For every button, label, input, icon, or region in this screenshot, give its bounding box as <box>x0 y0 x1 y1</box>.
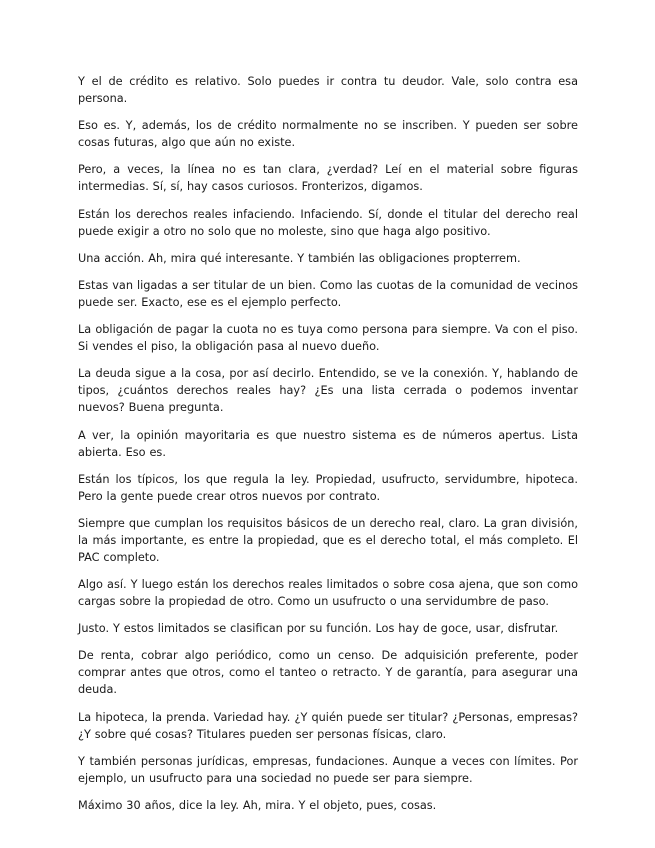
paragraph: Algo así. Y luego están los derechos reales limitados o sobre cosa ajena, que son como cargas sobre la propiedad de otro. Como un usufructo o una servidumbre de paso. <box>78 578 578 609</box>
paragraph: Siempre que cumplan los requisitos básicos de un derecho real, claro. La gran división, la más importante, es entre la propiedad, que es el derecho total, el más completo. El PAC completo. <box>78 516 578 564</box>
paragraph: Y el de crédito es relativo. Solo puedes ir contra tu deudor. Vale, solo contra esa persona. <box>78 75 578 105</box>
paragraph: Justo. Y estos limitados se clasifican por su función. Los hay de goce, usar, disfrutar. <box>78 622 559 636</box>
document-page <box>78 73 578 824</box>
paragraph: Y también personas jurídicas, empresas, fundaciones. Aunque a veces con límites. Por ejemplo, un usufructo para una sociedad no puede ser para siempre. <box>78 754 578 785</box>
paragraph: De renta, cobrar algo periódico, como un censo. De adquisición preferente, poder comprar antes que otros, como el tanteo o retracto. Y de garantía, para asegurar una deuda. <box>78 649 578 697</box>
paragraph: La deuda sigue a la cosa, por así decirlo. Entendido, se ve la conexión. Y, hablando de tipos, ¿cuántos derechos reales hay? ¿Es una lista cerrada o podemos inventar nuevos? Buena pregunta. <box>78 367 578 415</box>
paragraph: La obligación de pagar la cuota no es tuya como persona para siempre. Va con el piso. Si vendes el piso, la obligación pasa al nuevo dueño. <box>78 323 578 354</box>
paragraph: Están los derechos reales infaciendo. Infaciendo. Sí, donde el titular del derecho real puede exigir a otro no solo que no moleste, sino que haga algo positivo. <box>78 207 578 238</box>
paragraph: Pero, a veces, la línea no es tan clara, ¿verdad? Leí en el material sobre figuras intermedias. Sí, sí, hay casos curiosos. Fronterizos, digamos. <box>78 163 578 194</box>
paragraph: Máximo 30 años, dice la ley. Ah, mira. Y el objeto, pues, cosas. <box>78 799 437 812</box>
paragraph: Una acción. Ah, mira qué interesante. Y también las obligaciones propterrem. <box>78 251 521 265</box>
paragraph: La hipoteca, la prenda. Variedad hay. ¿Y quién puede ser titular? ¿Personas, empresas? ¿Y sobre qué cosas? Titulares pueden ser personas físicas, claro. <box>78 710 578 741</box>
paragraph: Están los típicos, los que regula la ley. Propiedad, usufructo, servidumbre, hipoteca. Pero la gente puede crear otros nuevos por contrato. <box>78 472 578 503</box>
paragraph: Estas van ligadas a ser titular de un bien. Como las cuotas de la comunidad de vecinos puede ser. Exacto, ese es el ejemplo perfecto. <box>78 278 578 309</box>
paragraph: A ver, la opinión mayoritaria es que nuestro sistema es de números apertus. Lista abierta. Eso es. <box>78 428 578 459</box>
paragraph: Eso es. Y, además, los de crédito normalmente no se inscriben. Y pueden ser sobre cosas futuras, algo que aún no existe. <box>78 119 578 150</box>
